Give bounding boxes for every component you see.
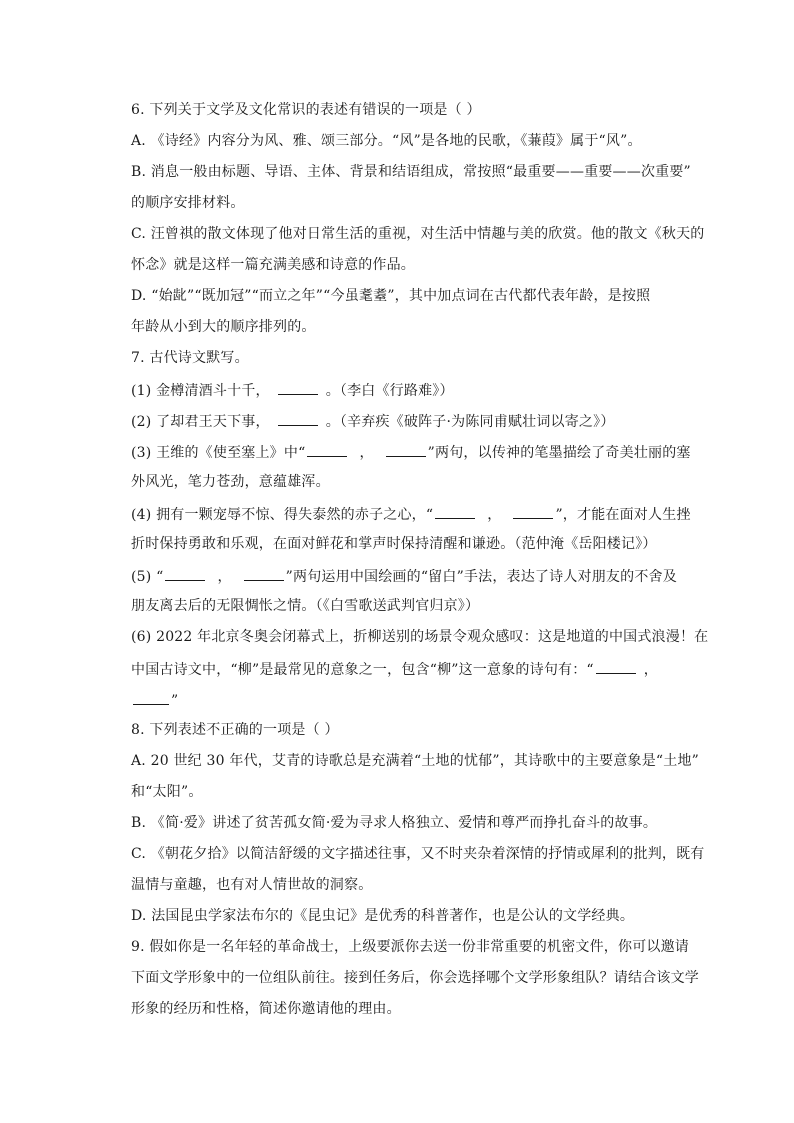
q7-item-3-blank-2[interactable] <box>386 441 426 457</box>
q7-item-6-cont2 <box>131 689 697 720</box>
q7-item-1-blank[interactable] <box>278 379 318 395</box>
q7-item-2-blank[interactable] <box>278 410 318 426</box>
q8-stem: 8. 下列表述不正确的一项是（ ） <box>131 722 339 738</box>
q6-option-b-line1: B. 消息一般由标题、导语、主体、背景和结语组成，常按照“最重要——重要——次重要” <box>131 164 691 180</box>
q7-item-3-blank-1[interactable] <box>307 441 347 457</box>
q7-stem: 7. 古代诗文默写。 <box>131 350 249 366</box>
q7-item-5-comma: ， <box>217 569 232 585</box>
q9-stem-line3: 形象的经历和性格，简述你邀请他的理由。 <box>131 1001 401 1017</box>
q8-option-c-line2: 温情与童趣，也有对人情世故的洞察。 <box>131 877 373 893</box>
q8-option-c-line1: C. 《朝花夕拾》以简洁舒缓的文字描述往事，又不时夹杂着深情的抒情或犀利的批判，既有 <box>131 846 705 862</box>
q6-option-c-line2: 怀念》就是这样一篇充满美感和诗意的作品。 <box>131 257 415 273</box>
q6-option-a: A. 《诗经》内容分为风、雅、颂三部分。“风”是各地的民歌，《蒹葭》属于“风”。 <box>131 133 642 149</box>
q7-item-5-cont: 朋友离去后的无限惆怅之情。（《白雪歌送武判官归京》） <box>131 598 480 614</box>
q7-item-1-text-a: (1) 金樽清酒斗十千， <box>131 383 270 399</box>
q6-option-d-line2: 年龄从小到大的顺序排列的。 <box>131 319 316 335</box>
q6-option-d-line1: D. “始龀”“既加冠”“而立之年”“今虽耄耋”，其中加点词在古代都代表年龄，是按照 <box>131 288 651 304</box>
q7-item-3-text-a: (3) 王维的《使至塞上》中“ <box>131 445 306 461</box>
q7-item-5-blank-2[interactable] <box>244 565 284 581</box>
q7-item-6: (6) 2022 年北京冬奥会闭幕式上，折柳送别的场景令观众感叹：这是地道的中国式浪漫！在 <box>131 629 709 645</box>
q6-option-b-line2: 的顺序安排材料。 <box>131 195 245 211</box>
q7-item-6-close-quote: ” <box>171 693 179 709</box>
q7-item-6-text-a: 中国古诗文中，“柳”是最常见的意象之一，包含“柳”这一意象的诗句有：“ <box>131 662 594 678</box>
q7-item-3-text-c: ”两句，以传神的笔墨描绘了奇美壮丽的塞 <box>427 445 691 461</box>
q7-item-3 <box>131 441 697 472</box>
q7-item-1-text-b: 。（李白《行路难》） <box>325 383 454 399</box>
exam-page <box>131 100 709 1030</box>
q7-item-6-cont <box>131 658 697 689</box>
q7-item-2-text-b: 。（辛弃疾《破阵子·为陈同甫赋壮词以寄之》） <box>325 414 615 430</box>
q6-stem: 6. 下列关于文学及文化常识的表述有错误的一项是（ ） <box>131 102 481 118</box>
q7-item-3-comma: ， <box>359 445 374 461</box>
q7-item-5 <box>131 565 697 596</box>
q7-item-5-text-c: ”两句运用中国绘画的“留白”手法，表达了诗人对朋友的不舍及 <box>285 569 677 585</box>
q7-item-6-blank-2[interactable] <box>133 689 169 705</box>
q7-item-4-blank-2[interactable] <box>513 503 553 519</box>
q7-item-4-cont: 折时保持勇敢和乐观，在面对鲜花和掌声时保持清醒和谦逊。（范仲淹《岳阳楼记》） <box>131 536 657 552</box>
q7-item-5-text-a: (5) “ <box>131 569 164 585</box>
q9-stem-line2: 下面文学形象中的一位组队前往。接到任务后，你会选择哪个文学形象组队？请结合该文学 <box>131 970 699 986</box>
q7-item-6-blank-1[interactable] <box>596 658 636 674</box>
q7-item-4-comma: ， <box>487 507 502 523</box>
q7-item-1 <box>131 379 697 410</box>
q7-item-4-blank-1[interactable] <box>435 503 475 519</box>
q8-option-b: B. 《简·爱》讲述了贫苦孤女简·爱为寻求人格独立、爱情和尊严而挣扎奋斗的故事。 <box>131 815 658 831</box>
q8-option-a-line2: 和“太阳”。 <box>131 784 203 800</box>
q7-item-2-text-a: (2) 了却君王天下事， <box>131 414 270 430</box>
q6-option-c-line1: C. 汪曾祺的散文体现了他对日常生活的重视，对生活中情趣与美的欣赏。他的散文《秋天的 <box>131 226 705 242</box>
q7-item-4-text-a: (4) 拥有一颗宠辱不惊、得失泰然的赤子之心，“ <box>131 507 434 523</box>
q7-item-2 <box>131 410 697 441</box>
q7-item-4-text-c: ”，才能在面对人生挫 <box>555 507 691 523</box>
q7-item-5-blank-1[interactable] <box>165 565 205 581</box>
q8-option-d: D. 法国昆虫学家法布尔的《昆虫记》是优秀的科普著作，也是公认的文学经典。 <box>131 908 635 924</box>
q7-item-3-cont: 外风光，笔力苍劲，意蕴雄浑。 <box>131 474 330 490</box>
q7-item-4 <box>131 503 697 534</box>
q8-option-a-line1: A. 20 世纪 30 年代，艾青的诗歌总是充满着“土地的忧郁”，其诗歌中的主要意象是“土地” <box>131 753 700 769</box>
q7-item-6-comma: ， <box>643 662 658 678</box>
q9-stem-line1: 9. 假如你是一名年轻的革命战士，上级要派你去送一份非常重要的机密文件，你可以邀请 <box>131 939 690 955</box>
